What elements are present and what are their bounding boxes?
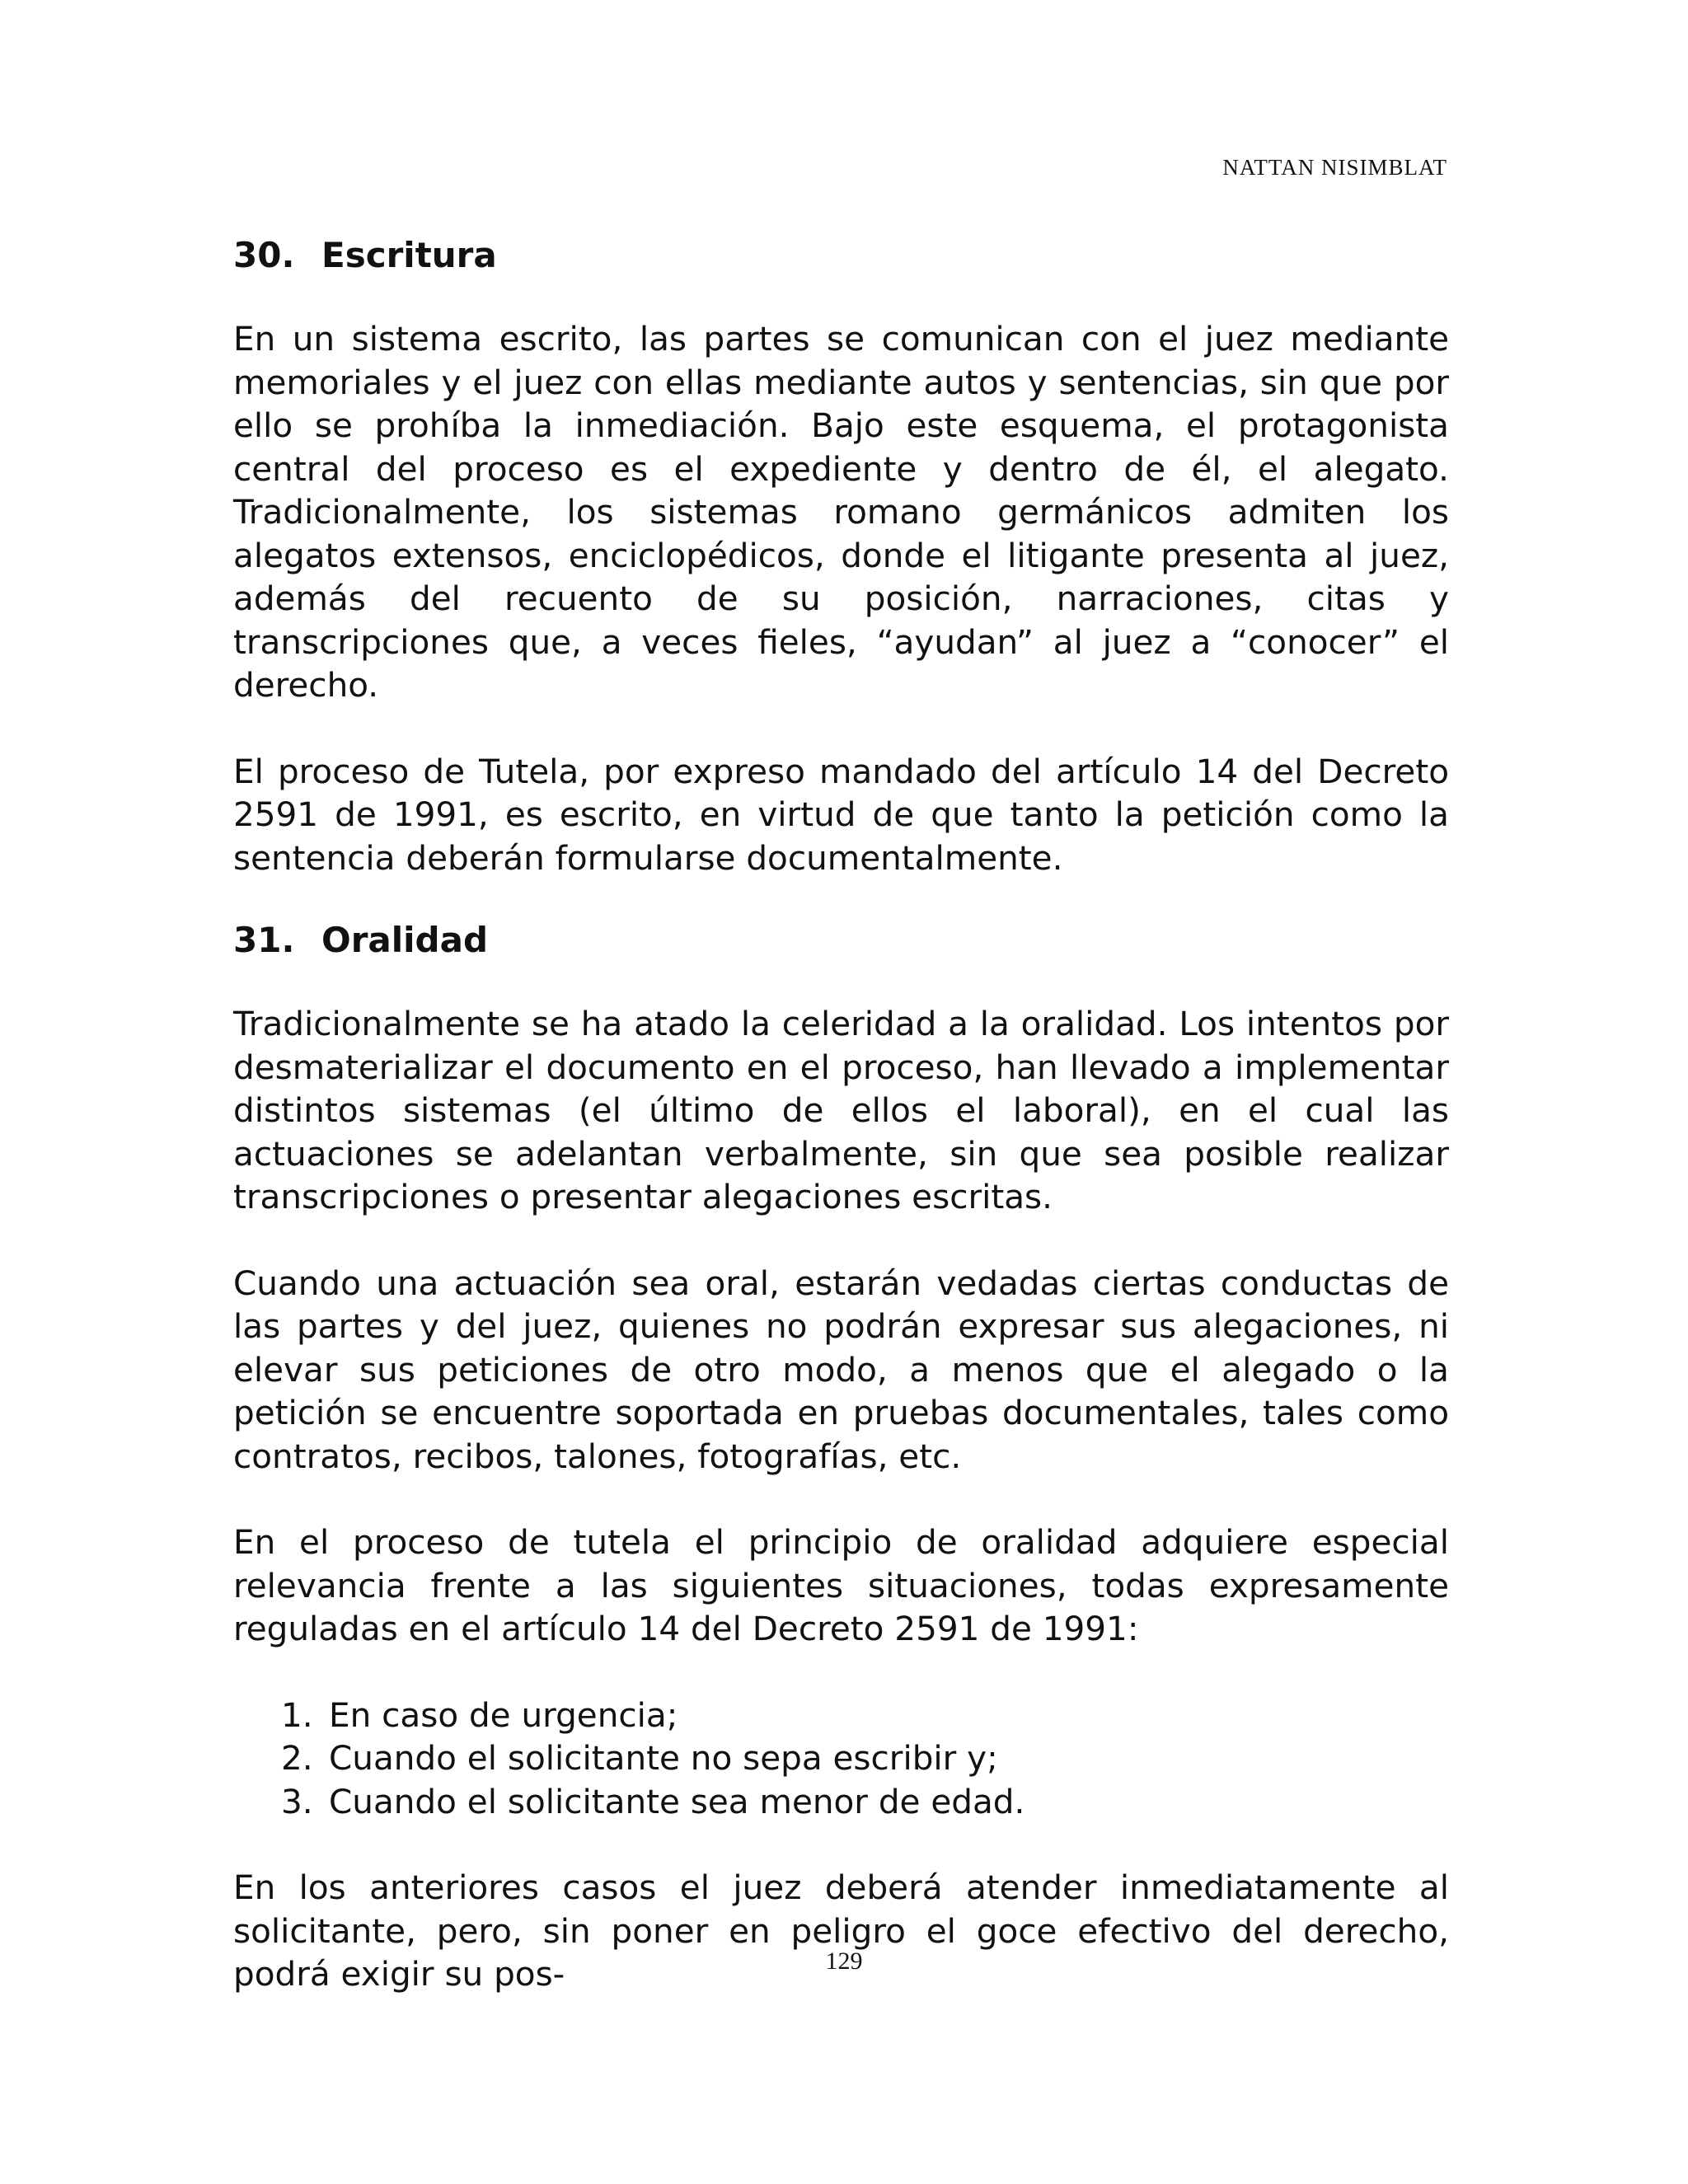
page-body: [233, 231, 1449, 1996]
list-item-text: Cuando el solicitante sea menor de edad.: [329, 1781, 1025, 1821]
running-header-author: NATTAN NISIMBLAT: [1222, 155, 1447, 180]
list-item: [233, 1780, 1449, 1824]
section-title: Escritura: [321, 235, 497, 275]
paragraph-oralidad-2: Cuando una actuación sea oral, estarán vedadas ciertas conductas de las partes y del juez, quienes no podrán expresar sus alegaciones, ni elevar sus peticiones de otro modo, a menos que el alegado o la petición se encuentre soportada en pruebas documentales, tales como contratos, recibos, talones, fotografías, etc.: [233, 1263, 1449, 1476]
list-item-number: 2.: [281, 1738, 313, 1778]
list-item: [233, 1694, 1449, 1737]
list-item-text: En caso de urgencia;: [329, 1694, 678, 1735]
list-item-text: Cuando el solicitante no sepa escribir y;: [329, 1738, 998, 1778]
section-heading-oralidad: [233, 916, 1449, 965]
paragraph-oralidad-1: Tradicionalmente se ha atado la celeridad a la oralidad. Los intentos por desmaterializar el documento en el proceso, han llevado a implementar distintos sistemas (el último de ellos el laboral), en el cual las actuaciones se adelantan verbalmente, sin que sea posible realizar transcripciones o presentar alegaciones escritas.: [233, 1004, 1449, 1216]
list-item-number: 3.: [281, 1781, 313, 1821]
paragraph-escritura-1: En un sistema escrito, las partes se comunican con el juez mediante memoriales y el juez con ellas mediante autos y sentencias, sin que por ello se prohíba la inmediación. Bajo este esquema, el protagonista central del proceso es el expediente y dentro de él, el alegato. Tradicionalmente, los sistemas romano germánicos admiten los alegatos extensos, enciclopédicos, donde el litigante presenta al juez, además del recuento de su posición, narraciones, citas y transcripciones que, a veces fieles, “ayudan” al juez a “conocer” el derecho.: [233, 319, 1449, 705]
section-heading-escritura: [233, 231, 1449, 280]
paragraph-oralidad-4: En los anteriores casos el juez deberá atender inmediatamente al solicitante, pero, sin poner en peligro el goce efectivo del derecho, podrá exigir su pos-: [233, 1868, 1449, 1994]
paragraph-escritura-2: El proceso de Tutela, por expreso mandado del artículo 14 del Decreto 2591 de 1991, es escrito, en virtud de que tanto la petición como la sentencia deberán formularse documentalmente.: [233, 751, 1449, 878]
section-title: Oralidad: [321, 920, 489, 960]
section-number: 30.: [233, 235, 295, 275]
list-item-number: 1.: [281, 1694, 313, 1735]
list-item: [233, 1736, 1449, 1780]
numbered-list: [233, 1694, 1449, 1824]
section-number: 31.: [233, 920, 295, 960]
paragraph-oralidad-3: En el proceso de tutela el principio de oralidad adquiere especial relevancia frente a las siguientes situaciones, todas expresamente reguladas en el artículo 14 del Decreto 2591 de 1991:: [233, 1522, 1449, 1648]
page-number: 129: [825, 1947, 863, 1975]
